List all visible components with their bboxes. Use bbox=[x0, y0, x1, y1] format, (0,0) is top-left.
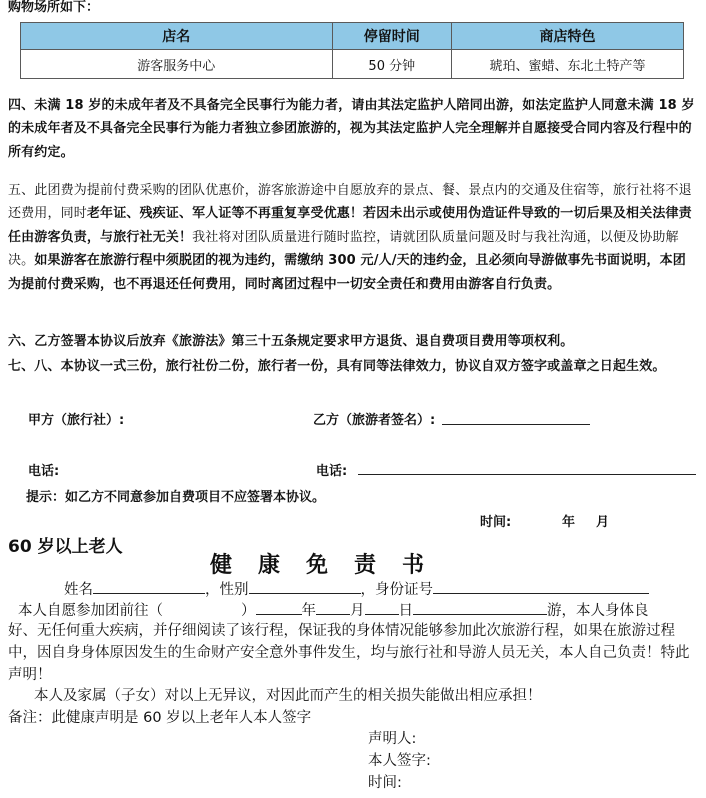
paren-close: ） bbox=[241, 603, 256, 619]
table-row bbox=[21, 50, 684, 79]
gender-field[interactable] bbox=[249, 577, 361, 594]
phone-b-label: 电话: bbox=[316, 464, 348, 479]
tip-text: 提示：如乙方不同意参加自费项目不应签署本协议。 bbox=[26, 490, 326, 505]
party-b-label: 乙方（旅游者签名）: bbox=[313, 413, 436, 428]
clause-5 bbox=[8, 179, 698, 296]
phone-a-label: 电话: bbox=[28, 464, 60, 479]
waiver-note: 备注：此健康声明是 60 岁以上老年人本人签字 bbox=[8, 710, 312, 726]
month-label: 月 bbox=[350, 603, 365, 619]
own-signature-label: 本人签字: bbox=[368, 753, 431, 769]
waiver-family-statement: 本人及家属（子女）对以上无异议，对因此而产生的相关损失能做出相应承担！ bbox=[34, 688, 542, 704]
year-field[interactable] bbox=[256, 598, 302, 615]
gender-label: ，性别 bbox=[205, 582, 249, 598]
clause-5-part-c: 我社将对团队质量进行随时监控，请就团队质量问题及时与我社沟通，以便及协助解决。 bbox=[8, 229, 679, 269]
party-a-label: 甲方（旅行社）: bbox=[28, 413, 125, 428]
day-label: 日 bbox=[398, 603, 413, 619]
date-year-label: 年 bbox=[562, 515, 576, 530]
elder-section-title: 60 岁以上老人 bbox=[8, 537, 123, 557]
day-field[interactable] bbox=[365, 598, 399, 615]
party-b-signature-line[interactable] bbox=[442, 424, 590, 425]
tour-after: 游，本人身体良 bbox=[547, 603, 649, 619]
name-label: 姓名 bbox=[64, 582, 93, 598]
table-cell: 50 分钟 bbox=[332, 50, 451, 79]
waiver-tour-line bbox=[18, 598, 649, 622]
declarant-label: 声明人: bbox=[368, 731, 417, 747]
column-header: 停留时间 bbox=[332, 23, 451, 50]
clause-6: 六、乙方签署本协议后放弃《旅游法》第三十五条规定要求甲方退货、退自费项目费用等项权利。 bbox=[8, 334, 574, 349]
table-cell: 游客服务中心 bbox=[21, 50, 333, 79]
clause-5-part-a: 五、此团费为提前付费采购的团队优惠价，游客旅游途中自愿放弃的景点、餐、景点内的交通及住宿等，旅行社将不退还费用，同时 bbox=[8, 183, 692, 222]
column-header: 店名 bbox=[21, 23, 333, 50]
tour-name-field[interactable] bbox=[413, 598, 547, 615]
name-field[interactable] bbox=[93, 577, 205, 594]
id-number-label: ，身份证号 bbox=[360, 582, 433, 598]
table-header-row bbox=[21, 23, 684, 50]
waiver-time-label: 时间: bbox=[368, 775, 402, 791]
month-field[interactable] bbox=[316, 598, 350, 615]
shopping-table bbox=[20, 22, 684, 79]
tour-sentence-start: 本人自愿参加团前往（ bbox=[18, 603, 163, 619]
clause-4: 四、未满 18 岁的未成年者及不具备完全民事行为能力者，请由其法定监护人陪同出游，如法定监护人同意未满 18 岁的未成年者及不具备完全民事行为能力者独立参团旅游的，视为其法定监护人完全理解并自愿接受合同内容及行程中的所有约定。 bbox=[8, 98, 695, 160]
column-header: 商店特色 bbox=[451, 23, 683, 50]
date-label: 时间: bbox=[480, 515, 512, 530]
date-month-label: 月 bbox=[596, 515, 610, 530]
phone-b-line[interactable] bbox=[358, 474, 696, 475]
year-label: 年 bbox=[301, 603, 316, 619]
clause-5-part-d: 如果游客在旅游行程中须脱团的视为违约，需缴纳 300 元/人/天的违约金，且必须向导游做事先书面说明，本团为提前付费采购，也不再退还任何费用，同时离团过程中一切安全责任和费用由游客自行负责。 bbox=[8, 253, 686, 292]
clause-5-part-b: 老年证、残疾证、军人证等不再重复享受优惠！若因未出示或使用伪造证件导致的一切后果及相关法律责任由游客负责，与旅行社无关！ bbox=[8, 206, 692, 245]
waiver-body: 好、无任何重大疾病，并仔细阅读了该行程，保证我的身体情况能够参加此次旅游行程，如果在旅游过程中，因自身身体原因发生的生命财产安全意外事件发生，均与旅行社和导游人员无关，本人自己负责！特此声明！ bbox=[8, 623, 690, 683]
waiver-title: 健康免责书 bbox=[210, 553, 451, 578]
shopping-heading: 购物场所如下： bbox=[8, 0, 100, 15]
table-cell: 琥珀、蜜蜡、东北土特产等 bbox=[451, 50, 683, 79]
clause-7: 七、八、本协议一式三份，旅行社份二份，旅行者一份，具有同等法律效力，协议自双方签字或盖章之日起生效。 bbox=[8, 359, 666, 374]
id-number-field[interactable] bbox=[433, 577, 649, 594]
